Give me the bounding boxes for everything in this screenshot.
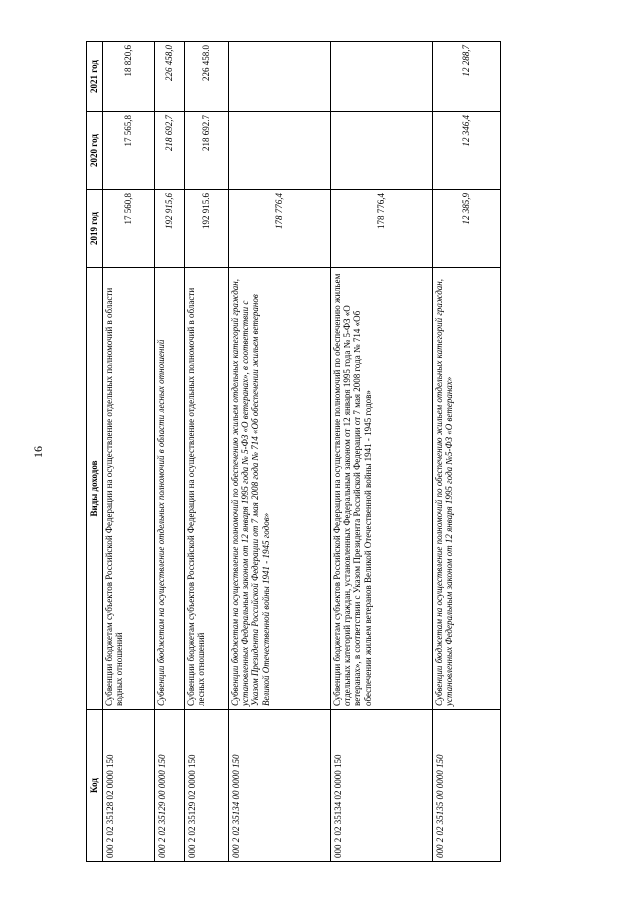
table-row: [229, 42, 331, 862]
row-code: 000 2 02 35134 02 0000 150: [331, 710, 433, 862]
row-value-2021: [331, 42, 433, 112]
row-name: Субвенции бюджетам субъектов Российской Федерации на осуществление отдельных полномочий в области водных отношений: [103, 268, 155, 710]
table-row: [185, 42, 229, 862]
table-row: [103, 42, 155, 862]
row-value-2019: 178 776,4: [331, 190, 433, 268]
row-name: Субвенции бюджетам на осуществление полномочий по обеспечению жильем отдельных категорий граждан, установленных Федеральным законом от 12 января 1995 года №5-ФЗ «О ветеранах»: [433, 268, 501, 710]
row-code: 000 2 02 35128 02 0000 150: [103, 710, 155, 862]
header-2019: 2019 год: [87, 190, 103, 268]
row-value-2020: [331, 112, 433, 190]
header-code: Код: [87, 710, 103, 862]
row-code: 000 2 02 35135 00 0000 150: [433, 710, 501, 862]
row-value-2021: 226 458,0: [155, 42, 185, 112]
table-row: [155, 42, 185, 862]
row-name: Субвенции бюджетам на осуществление полномочий по обеспечению жильем отдельных категорий граждан, установленных Федеральным законом от 12 января 1995 года № 5-ФЗ «О ветеранах», в соответствии с Указом Президента Российской Федерации от 7 мая 2008 года № 714 «Об обеспечении жильем ветеранов Великой Отечественной войны 1941 - 1945 годов»: [229, 268, 331, 710]
row-name: Субвенции бюджетам субъектов Российской Федерации на осуществление полномочий по обеспечению жильем отдельных категорий граждан, установленных Федеральным законом от 12 января 1995 года № 5-ФЗ «О ветеранах», в соответствии с Указом Президента Российской Федерации от 7 мая 2008 года № 714 «Об обеспечении жильем ветеранов Великой Отечественной войны 1941 - 1945 годов»: [331, 268, 433, 710]
row-value-2020: 17 565,8: [103, 112, 155, 190]
header-2021: 2021 год: [87, 42, 103, 112]
row-value-2019: 192 915.6: [185, 190, 229, 268]
row-value-2020: [229, 112, 331, 190]
row-name: Субвенции бюджетам на осуществление отдельных полномочий в области лесных отношений: [155, 268, 185, 710]
row-value-2019: 178 776,4: [229, 190, 331, 268]
table-row: [433, 42, 501, 862]
row-value-2019: 17 560,8: [103, 190, 155, 268]
rotated-table-container: [86, 42, 486, 862]
row-value-2020: 218 692,7: [155, 112, 185, 190]
row-code: 000 2 02 35134 00 0000 150: [229, 710, 331, 862]
row-value-2021: 12 288,7: [433, 42, 501, 112]
header-income-type: Виды доходов: [87, 268, 103, 710]
table-header-row: [87, 42, 103, 862]
row-value-2021: 226 458.0: [185, 42, 229, 112]
row-value-2021: [229, 42, 331, 112]
table-row: [331, 42, 433, 862]
row-value-2019: 192 915,6: [155, 190, 185, 268]
row-name: Субвенции бюджетам субъектов Российской Федерации на осуществление отдельных полномочий в области лесных отношений: [185, 268, 229, 710]
row-value-2021: 18 820,6: [103, 42, 155, 112]
row-value-2020: 12 346,4: [433, 112, 501, 190]
row-value-2019: 12 385,9: [433, 190, 501, 268]
row-code: 000 2 02 35129 02 0000 150: [185, 710, 229, 862]
page-number: 16: [31, 446, 45, 458]
row-code: 000 2 02 35129 00 0000 150: [155, 710, 185, 862]
income-table: [86, 41, 501, 862]
header-2020: 2020 год: [87, 112, 103, 190]
row-value-2020: 218 692.7: [185, 112, 229, 190]
